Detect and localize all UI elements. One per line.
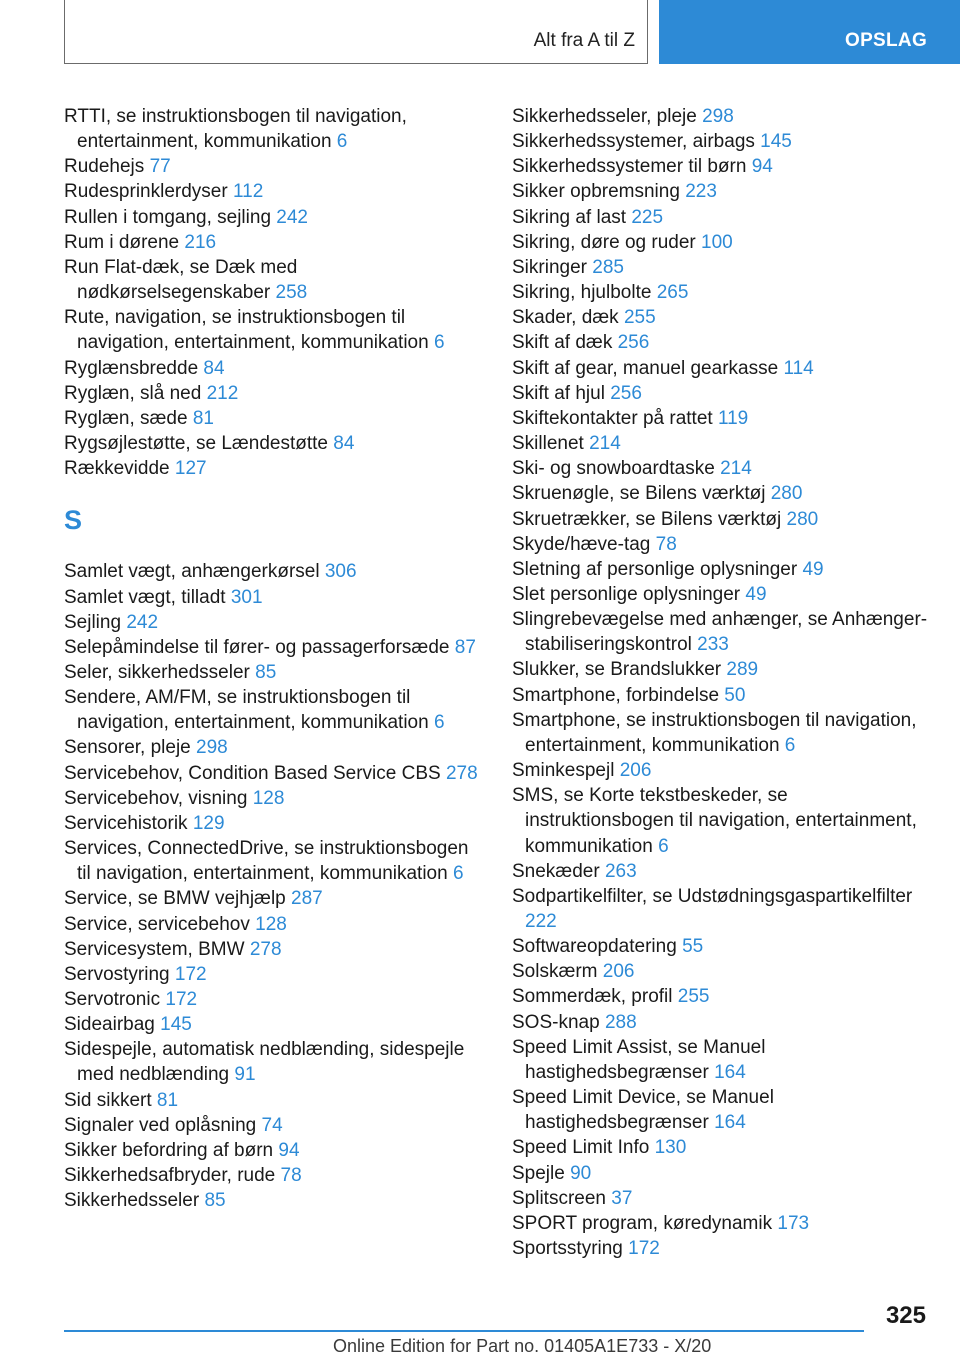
opslag-tab[interactable]	[659, 0, 960, 64]
index-page-link[interactable]: 242	[126, 611, 159, 633]
index-page-link[interactable]: 225	[631, 206, 664, 228]
index-page-link[interactable]: 6	[433, 332, 445, 354]
index-entry-text: Rullen i tomgang, sejling	[64, 206, 272, 228]
index-page-link[interactable]: 287	[291, 888, 323, 910]
index-entry-text: Snekæder	[512, 860, 600, 882]
index-entry-text: Signaler ved oplåsning	[64, 1114, 257, 1136]
index-entry-text: Skiftekontakter på rattet	[512, 407, 713, 429]
index-page-link[interactable]: 278	[249, 938, 282, 960]
index-page-link[interactable]: 265	[656, 282, 689, 304]
index-page-link[interactable]: 206	[619, 760, 652, 782]
index-page-link[interactable]: 91	[234, 1064, 256, 1086]
index-entry-text: SPORT program, køredynamik	[512, 1212, 773, 1234]
index-entry	[64, 230, 480, 255]
index-entry	[512, 179, 932, 204]
index-entry-text: Sidespejle, automatisk nedblænding, sidespejle med nedblænding	[64, 1039, 465, 1086]
index-entry-text: SOS-knap	[512, 1011, 600, 1033]
index-entry	[64, 1188, 480, 1213]
index-entry	[64, 660, 480, 685]
index-entry-text: Servicehistorik	[64, 812, 188, 834]
index-entry	[512, 330, 932, 355]
index-entry-text: Softwareopdatering	[512, 936, 677, 958]
index-page-link[interactable]: 94	[278, 1139, 300, 1161]
index-column-left	[64, 104, 480, 1213]
index-page-link[interactable]: 216	[184, 231, 217, 253]
index-entry	[512, 683, 932, 708]
index-page-link[interactable]: 222	[525, 911, 557, 932]
index-entry-text: Skift af hjul	[512, 382, 605, 404]
index-entry	[64, 1012, 480, 1037]
index-page-link[interactable]: 298	[196, 737, 228, 759]
index-entry-text: Skift af gear, manuel gearkasse	[512, 357, 779, 379]
index-entry	[64, 1163, 480, 1188]
index-entry	[512, 582, 932, 607]
index-page-link[interactable]: 242	[276, 206, 308, 228]
index-entry	[64, 1138, 480, 1163]
index-entry	[64, 635, 480, 660]
index-page-link[interactable]: 128	[252, 787, 285, 809]
index-page-link[interactable]: 172	[174, 963, 207, 985]
index-entry	[64, 154, 480, 179]
index-entry	[512, 230, 932, 255]
index-entry-text: Servicebehov, visning	[64, 787, 248, 809]
index-entry-text: Slet personlige oplysninger	[512, 583, 741, 605]
index-page-link[interactable]: 212	[206, 382, 239, 404]
index-entry-text: Spejle	[512, 1162, 565, 1184]
index-entry	[512, 154, 932, 179]
index-page-link[interactable]: 256	[610, 382, 642, 404]
index-entry-text: Rækkevidde	[64, 458, 170, 480]
index-entry	[64, 559, 480, 584]
index-page-link[interactable]: 84	[333, 433, 355, 455]
index-entry-text: Ryglænsbredde	[64, 357, 199, 379]
index-entry-text: Service, se BMW vejhjælp	[64, 888, 286, 910]
footer-divider	[64, 1330, 864, 1332]
index-entry-text: SMS, se Korte tekstbeskeder, se instruktionsbogen til navigation, entertainment, kommunikation	[512, 785, 917, 857]
index-entry-text: Rum i dørene	[64, 231, 180, 253]
index-page-link[interactable]: 289	[726, 659, 759, 681]
index-entry	[512, 1161, 932, 1186]
index-entry	[64, 912, 480, 937]
index-entry-text: RTTI, se instruktionsbogen til navigation, entertainment, kommunikation	[64, 106, 407, 153]
index-page-link[interactable]: 206	[602, 961, 635, 983]
index-page-link[interactable]: 49	[802, 558, 824, 580]
index-page-link[interactable]: 223	[685, 181, 717, 203]
index-entry-text: Rute, navigation, se instruktionsbogen til navigation, entertainment, kommunikation	[64, 307, 429, 354]
index-entry-text: Sodpartikelfilter, se Udstødningsgaspartikelfilter	[512, 885, 913, 907]
index-entry-text: Sikkerhedsseler	[64, 1190, 200, 1212]
index-entry	[64, 1113, 480, 1138]
index-page-link[interactable]: 81	[156, 1089, 179, 1111]
index-entry-text: Servostyring	[64, 963, 170, 985]
index-page-link[interactable]: 6	[452, 863, 464, 885]
index-entry-text: Run Flat-dæk, se Dæk med nødkørselsegenskaber	[64, 256, 298, 304]
index-entry-text: Skyde/hæve-tag	[512, 533, 651, 555]
index-entry	[512, 431, 932, 456]
index-page-link[interactable]: 285	[592, 256, 624, 278]
index-entry	[64, 685, 480, 735]
footer-edition-text: Online Edition for Part no. 01405A1E733 - X/20	[333, 1336, 712, 1356]
index-entry	[64, 937, 480, 962]
index-entry	[64, 431, 480, 456]
index-entry-text: Sikring af last	[512, 206, 627, 228]
index-page-link[interactable]: 280	[770, 483, 803, 505]
index-page-link[interactable]: 145	[760, 131, 792, 153]
index-entry-text: Sminkespejl	[512, 760, 615, 782]
index-entry	[512, 129, 932, 154]
index-entry	[512, 1211, 932, 1236]
index-page-link[interactable]: 278	[445, 762, 478, 784]
index-entry-text: Samlet vægt, tilladt	[64, 586, 226, 608]
index-page-link[interactable]: 288	[604, 1011, 637, 1033]
index-entry	[512, 607, 932, 657]
index-entry-text: Servicesystem, BMW	[64, 938, 245, 960]
index-entry-text: Sid sikkert	[64, 1089, 152, 1111]
index-entry	[64, 255, 480, 305]
index-entry-text: Sikkerhedsseler, pleje	[512, 106, 697, 127]
index-page-link[interactable]: 94	[751, 156, 773, 178]
page-number: 325	[885, 1302, 926, 1329]
index-entry-text: Services, ConnectedDrive, se instruktionsbogen til navigation, entertainment, kommunikation	[64, 838, 469, 885]
index-entry	[64, 761, 480, 786]
index-page-link[interactable]: 55	[682, 936, 704, 958]
index-page-link[interactable]: 130	[654, 1137, 687, 1159]
index-page-link[interactable]: 6	[336, 131, 348, 153]
index-page-link[interactable]: 145	[160, 1014, 192, 1036]
index-page-link[interactable]: 81	[192, 407, 214, 429]
header-title-box	[64, 0, 648, 64]
index-entry-text: Solskærm	[512, 961, 598, 983]
index-entry	[512, 708, 932, 758]
index-page-link[interactable]: 172	[165, 989, 198, 1010]
index-entry-text: Sejling	[64, 611, 122, 633]
index-entry-text: Sendere, AM/FM, se instruktionsbogen til navigation, entertainment, kommunikation	[64, 687, 429, 734]
index-entry-text: Speed Limit Info	[512, 1137, 650, 1159]
index-page-link[interactable]: 114	[783, 357, 814, 379]
index-entry-text: Sletning af personlige oplysninger	[512, 558, 798, 580]
index-entry-text: Skift af dæk	[512, 332, 613, 354]
index-entry-text: Servotronic	[64, 989, 161, 1010]
index-page-link[interactable]: 172	[628, 1238, 660, 1260]
index-entry-text: Samlet vægt, anhængerkørsel	[64, 561, 320, 583]
index-entry-text: Selepåmindelse til fører- og passagerforsæde	[64, 636, 450, 658]
index-entry-text: Smartphone, se instruktionsbogen til navigation, entertainment, kommunikation	[512, 709, 917, 756]
index-page-link[interactable]: 78	[655, 533, 677, 555]
index-entry	[64, 987, 480, 1012]
index-page-link[interactable]: 214	[720, 458, 752, 480]
index-entry	[64, 610, 480, 635]
index-entry-text: Skruenøgle, se Bilens værktøj	[512, 483, 766, 505]
index-page-link[interactable]: 119	[717, 407, 749, 429]
index-entry-text: Ski- og snowboardtaske	[512, 458, 715, 480]
index-entry	[512, 507, 932, 532]
index-entry	[512, 884, 932, 934]
index-entry-text: Sikkerhedssystemer til børn	[512, 156, 747, 178]
index-entry	[512, 104, 932, 129]
index-column-right	[512, 104, 932, 1261]
index-entry	[64, 1037, 480, 1087]
index-entry-text: Ryglæn, sæde	[64, 407, 188, 429]
index-page-link[interactable]: 280	[786, 508, 819, 530]
index-entry	[64, 735, 480, 760]
index-entry-text: Sikkerhedssystemer, airbags	[512, 131, 755, 153]
index-entry	[512, 984, 932, 1009]
index-entry	[512, 959, 932, 984]
index-entry	[512, 255, 932, 280]
index-entry	[64, 886, 480, 911]
index-entry	[64, 381, 480, 406]
index-entry	[512, 557, 932, 582]
index-entry-text: Ryglæn, slå ned	[64, 382, 202, 404]
index-entry-text: Seler, sikkerhedsseler	[64, 661, 250, 683]
index-entry	[64, 205, 480, 230]
index-entry	[512, 1236, 932, 1261]
index-page-link[interactable]: 78	[280, 1165, 302, 1187]
index-page-link[interactable]: 258	[275, 282, 308, 304]
index-page-link[interactable]: 164	[714, 1061, 746, 1083]
index-entry-text: Splitscreen	[512, 1187, 606, 1209]
index-page-link[interactable]: 90	[570, 1162, 592, 1184]
index-entry-text: Slingrebevægelse med anhænger, se Anhænger-stabiliseringskontrol	[512, 609, 928, 656]
index-entry-text: Skillenet	[512, 433, 584, 455]
index-entry	[512, 859, 932, 884]
index-entry	[512, 1186, 932, 1211]
index-entry	[512, 481, 932, 506]
index-entry	[512, 381, 932, 406]
index-entry-text: Speed Limit Device, se Manuel hastighedsbegrænser	[512, 1087, 774, 1134]
index-entry	[64, 406, 480, 431]
index-entry-text: Rudehejs	[64, 156, 145, 178]
index-entry	[512, 1135, 932, 1160]
index-page-link[interactable]: 85	[204, 1190, 226, 1212]
index-entry	[512, 532, 932, 557]
index-entry	[512, 1010, 932, 1035]
index-entry	[64, 836, 480, 886]
index-page-link[interactable]: 306	[324, 561, 357, 583]
index-page-link[interactable]: 77	[149, 156, 171, 178]
index-entry-text: Rudesprinklerdyser	[64, 181, 228, 203]
index-page-link[interactable]: 164	[714, 1112, 746, 1134]
index-entry-text: Sikring, døre og ruder	[512, 231, 696, 253]
index-section-letter: S	[64, 505, 83, 536]
index-entry-text: Rygsøjlestøtte, se Lændestøtte	[64, 433, 328, 455]
index-entry	[512, 657, 932, 682]
section-title: Alt fra A til Z	[533, 30, 635, 51]
index-page-link[interactable]: 255	[623, 307, 656, 329]
index-page-link[interactable]: 214	[589, 433, 621, 455]
index-entry	[512, 356, 932, 381]
index-entry-text: Speed Limit Assist, se Manuel hastighedsbegrænser	[512, 1036, 766, 1083]
index-page-link[interactable]: 100	[701, 231, 733, 253]
index-entry	[512, 783, 932, 858]
index-page-link[interactable]: 6	[658, 835, 669, 857]
index-entry-text: Servicebehov, Condition Based Service CBS	[64, 762, 441, 784]
index-page-link[interactable]: 6	[784, 734, 796, 756]
index-page-link[interactable]: 112	[232, 181, 264, 203]
index-page-link[interactable]: 74	[261, 1114, 283, 1136]
opslag-tab-label: OPSLAG	[845, 30, 928, 51]
index-entry-text: Sportsstyring	[512, 1238, 623, 1260]
index-entry	[64, 456, 480, 481]
index-page-link[interactable]: 6	[433, 712, 445, 734]
index-page-link[interactable]: 298	[702, 106, 734, 127]
index-page-link[interactable]: 129	[192, 812, 225, 834]
index-page-link[interactable]: 84	[203, 357, 225, 379]
index-page-link[interactable]: 87	[454, 636, 476, 658]
index-page-link[interactable]: 173	[777, 1212, 810, 1234]
index-page-link[interactable]: 233	[697, 634, 729, 656]
index-entry	[512, 758, 932, 783]
index-entry-text: Sikringer	[512, 256, 587, 278]
index-entry	[64, 786, 480, 811]
index-entry-text: Sensorer, pleje	[64, 737, 191, 759]
index-entry	[64, 1088, 480, 1113]
index-entry-text: Sikkerhedsafbryder, rude	[64, 1165, 276, 1187]
index-page-link[interactable]: 256	[617, 332, 650, 354]
index-entry-text: Skruetrækker, se Bilens værktøj	[512, 508, 782, 530]
index-entry-text: Sikker befordring af børn	[64, 1139, 274, 1161]
index-entry-text: Slukker, se Brandslukker	[512, 659, 722, 681]
index-entry	[64, 104, 480, 154]
index-entry	[512, 1085, 932, 1135]
index-page-link[interactable]: 255	[677, 986, 710, 1008]
index-entry	[512, 205, 932, 230]
index-entry	[512, 280, 932, 305]
index-entry	[512, 1035, 932, 1085]
index-entry	[64, 179, 480, 204]
index-entry-text: Service, servicebehov	[64, 913, 250, 935]
index-page-link[interactable]: 127	[174, 458, 207, 480]
index-entry	[512, 934, 932, 959]
index-entry-text: Skader, dæk	[512, 307, 619, 329]
index-entry	[64, 356, 480, 381]
index-entry-text: Sommerdæk, profil	[512, 986, 673, 1008]
index-entry-text: Sikring, hjulbolte	[512, 282, 652, 304]
index-entry	[64, 305, 480, 355]
index-entry	[64, 585, 480, 610]
index-entry	[512, 456, 932, 481]
index-entry-text: Sikker opbremsning	[512, 181, 680, 203]
index-page-link[interactable]: 263	[604, 860, 637, 882]
index-entry	[64, 811, 480, 836]
index-entry-text: Smartphone, forbindelse	[512, 684, 720, 706]
index-entry-text: Sideairbag	[64, 1014, 155, 1036]
index-page-link[interactable]: 50	[724, 684, 746, 706]
index-entry	[64, 962, 480, 987]
index-entry	[512, 406, 932, 431]
index-page-link[interactable]: 85	[255, 661, 277, 683]
index-entry	[512, 305, 932, 330]
index-page-link[interactable]: 49	[745, 583, 767, 605]
index-page-link[interactable]: 37	[611, 1187, 633, 1209]
index-page-link[interactable]: 301	[230, 586, 263, 608]
index-page-link[interactable]: 128	[255, 913, 287, 935]
